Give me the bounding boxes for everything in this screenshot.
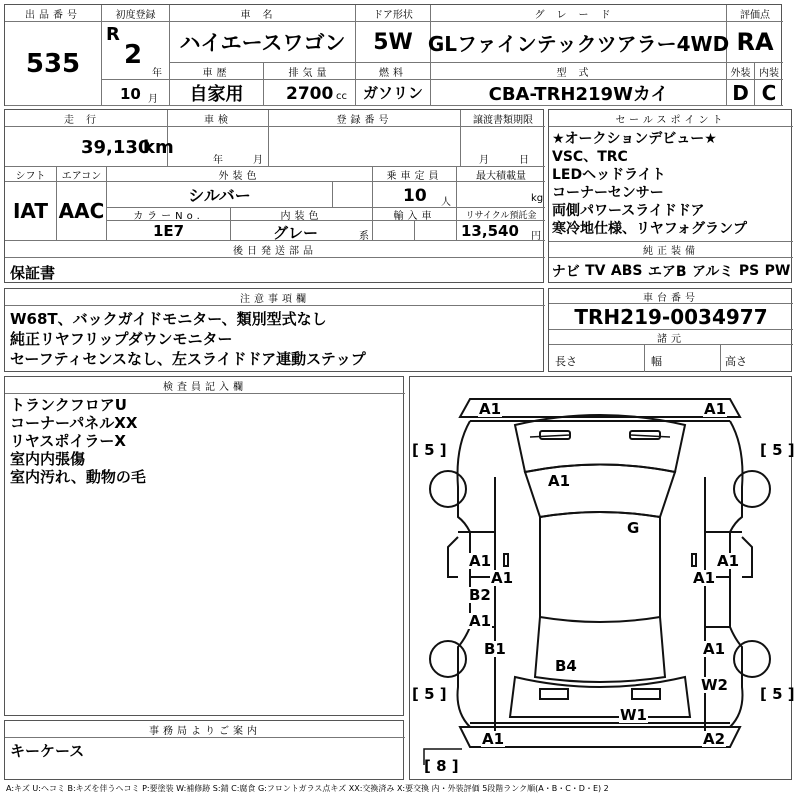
width-label: 幅	[651, 355, 662, 368]
chassis-no: TRH219-0034977	[549, 304, 793, 330]
chassis-label: 車台番号	[549, 289, 793, 304]
car-name: ハイエースワゴン	[170, 22, 356, 63]
sales-line: 両側パワースライドドア	[552, 203, 705, 219]
inspector-line: トランクフロアU	[10, 396, 127, 414]
inspector-line: 室内汚れ、動物の毛	[10, 468, 146, 486]
mark-rf-fender2: A1	[693, 569, 716, 587]
mark-rear-right: A2	[703, 730, 726, 748]
reg-year: 2	[124, 40, 143, 70]
mark-right-rear: A1	[703, 640, 726, 658]
ac: AAC	[57, 182, 107, 241]
inspector-line: 室内内張傷	[10, 450, 86, 468]
mileage-label: 走行	[5, 110, 168, 127]
sales-line: ★オークションデビュー★	[552, 131, 717, 147]
sales-label: セールスポイント	[549, 110, 793, 127]
equip-item: アルミ	[691, 264, 734, 280]
recycle-cell	[457, 221, 545, 241]
sales-lines	[552, 130, 747, 238]
first-reg-label: 初度登録	[102, 5, 170, 22]
import-cell-a	[373, 221, 415, 241]
model-label: 型式	[431, 63, 727, 80]
office-text: キーケース	[10, 742, 85, 760]
mileage-unit: km	[143, 137, 174, 158]
notes-section	[4, 288, 544, 372]
ext-grade: D	[727, 80, 755, 106]
tire-rear-left: [ 5 ]	[412, 685, 447, 703]
header-section	[4, 4, 782, 106]
int-color-label: 内装色	[231, 208, 373, 221]
inspector-label: 検査員記入欄	[5, 377, 405, 394]
spare-tire: [ 8 ]	[424, 757, 459, 775]
chassis-section	[548, 288, 792, 372]
import-cell-b	[415, 221, 457, 241]
capacity-unit: 人	[441, 197, 451, 208]
equip-item: エアB	[647, 264, 687, 280]
equip-item: ABS	[610, 263, 643, 279]
later-parts-cell	[5, 258, 545, 284]
fuel: ガソリン	[356, 80, 431, 106]
ext-color: シルバー	[107, 182, 333, 208]
notes-label: 注意事項欄	[5, 289, 545, 306]
reg-month: 10	[120, 85, 141, 103]
equip-list	[549, 260, 793, 282]
tire-front-left: [ 5 ]	[412, 441, 447, 459]
height-label: 高さ	[725, 355, 747, 368]
deadline-month-unit: 月	[479, 155, 489, 166]
tire-grade: 5	[772, 685, 783, 703]
mark-lf-fender2: A1	[491, 569, 514, 587]
year-unit: 年	[152, 68, 162, 79]
later-parts: 保証書	[10, 264, 56, 282]
car-outline	[410, 377, 791, 779]
displacement-label: 排気量	[264, 63, 356, 80]
notes-line: セーフティセンスなし、左スライドドア連動ステップ	[10, 350, 366, 368]
max-load-cell	[457, 182, 545, 208]
lot-no-label: 出品番号	[5, 5, 102, 22]
mark-rf-fender: A1	[717, 552, 740, 570]
later-parts-label: 後日発送部品	[5, 241, 545, 258]
door-label: ドア形状	[356, 5, 431, 22]
recycle-label: リサイクル預託金	[457, 208, 545, 221]
sales-line: コーナーセンサー	[552, 185, 664, 201]
score: RA	[727, 22, 783, 63]
first-reg-month-cell	[102, 80, 170, 106]
color-no: 1E7	[107, 221, 231, 241]
history: 自家用	[170, 80, 264, 106]
mark-hood: A1	[548, 472, 571, 490]
length-cell	[549, 345, 645, 372]
history-label: 車歴	[170, 63, 264, 80]
model: CBA-TRH219Wカイ	[431, 80, 727, 106]
height-cell	[721, 345, 793, 372]
int-label: 内装	[755, 63, 783, 80]
sales-line: VSC、TRC	[552, 149, 628, 165]
inspector-line: リヤスポイラーX	[10, 432, 126, 450]
displacement-cell	[264, 80, 356, 106]
mark-lf-fender: A1	[469, 552, 492, 570]
int-color: グレー	[273, 224, 319, 242]
tire-rear-right: [ 5 ]	[760, 685, 795, 703]
tire-grade: 5	[424, 685, 435, 703]
ext-color-label: 外装色	[107, 167, 373, 182]
era: R	[106, 24, 120, 45]
equip-item: PW	[764, 263, 791, 279]
dims-label: 諸元	[549, 330, 793, 345]
notes-line: W68T、バックガイドモニター、類別型式なし	[10, 310, 327, 328]
equip-label: 純正装備	[549, 241, 793, 258]
ext-label: 外装	[727, 63, 755, 80]
insp-month-unit: 月	[253, 155, 263, 166]
capacity-label: 乗車定員	[373, 167, 457, 182]
equip-item: PS	[738, 263, 760, 279]
grade-label: グレード	[431, 5, 727, 22]
mark-left-door2: A1	[469, 612, 492, 630]
shift: IAT	[5, 182, 57, 241]
width-cell	[645, 345, 721, 372]
mark-rear-left: A1	[482, 730, 505, 748]
office-section	[4, 720, 404, 780]
int-color-cell	[231, 221, 373, 241]
mark-windshield: G	[627, 519, 640, 537]
tire-grade: 8	[436, 757, 447, 775]
tire-grade: 5	[772, 441, 783, 459]
tire-front-right: [ 5 ]	[760, 441, 795, 459]
door-type: 5W	[356, 22, 431, 63]
month-unit: 月	[148, 94, 158, 105]
mileage-cell	[5, 127, 174, 167]
sales-line: 寒冷地仕様、リヤフォグランプ	[552, 221, 748, 237]
car-name-label: 車名	[170, 5, 356, 22]
inspector-line: コーナーパネルXX	[10, 414, 138, 432]
capacity-cell	[373, 182, 457, 208]
mark-right-rear2: W2	[701, 676, 728, 694]
insp-year-unit: 年	[213, 155, 223, 166]
deadline-label: 譲渡書類期限	[461, 110, 545, 127]
sales-line: LEDヘッドライト	[552, 167, 666, 183]
recycle: 13,540	[461, 222, 519, 240]
reg-no-label: 登録番号	[269, 110, 461, 127]
capacity: 10	[403, 186, 427, 206]
mileage: 39,130	[81, 137, 151, 158]
length-label: 長さ	[555, 355, 577, 368]
sales-section	[548, 109, 792, 283]
score-label: 評価点	[727, 5, 783, 22]
deadline-cell	[461, 127, 545, 167]
mark-front-right: A1	[704, 400, 727, 418]
inspection-cell	[168, 127, 269, 167]
damage-diagram	[409, 376, 795, 780]
ac-label: エアコン	[57, 167, 107, 182]
displacement-unit: cc	[336, 91, 347, 102]
shift-label: シフト	[5, 167, 57, 182]
legend: A:キズ U:ヘコミ B:キズを伴うヘコミ P:要塗装 W:補修跡 S:錆 C:腐食 G:フロントガラス点キズ XX:交換済み X:要交換 内・外装評価 5段階ランク順(A・B・C・D・E) 2	[6, 784, 609, 793]
reg-no-cell	[269, 127, 461, 167]
inspector-lines	[10, 396, 146, 486]
deadline-day-unit: 日	[519, 155, 529, 166]
mark-roof-rear: B4	[555, 657, 577, 675]
grade: GLファインテックツアラー4WD	[431, 22, 727, 63]
max-load-label: 最大積載量	[457, 167, 545, 182]
equip-item: TV	[585, 263, 606, 279]
fuel-label: 燃料	[356, 63, 431, 80]
tire-grade: 5	[424, 441, 435, 459]
first-reg-year-cell	[102, 22, 170, 80]
recycle-unit: 円	[531, 231, 541, 242]
spec-section	[4, 109, 544, 283]
lot-no: 535	[5, 22, 102, 106]
displacement: 2700	[286, 84, 334, 104]
inspector-section	[4, 376, 404, 716]
ext-color-extra	[333, 182, 373, 208]
int-color-unit: 系	[359, 231, 369, 242]
int-grade: C	[755, 80, 783, 106]
mark-front-left: A1	[479, 400, 502, 418]
mark-left-rear: B1	[484, 640, 506, 658]
max-load-unit: kg	[531, 193, 544, 204]
inspection-label: 車検	[168, 110, 269, 127]
mark-back-door: W1	[620, 706, 647, 724]
color-no-label: カラーNo.	[107, 208, 231, 221]
mark-left-door: B2	[469, 586, 491, 604]
notes-lines	[10, 309, 366, 369]
equip-item: ナビ	[551, 264, 580, 280]
notes-line: 純正リヤフリップダウンモニター	[10, 330, 233, 348]
office-label: 事務局よりご案内	[5, 721, 405, 738]
import-label: 輸入車	[373, 208, 457, 221]
